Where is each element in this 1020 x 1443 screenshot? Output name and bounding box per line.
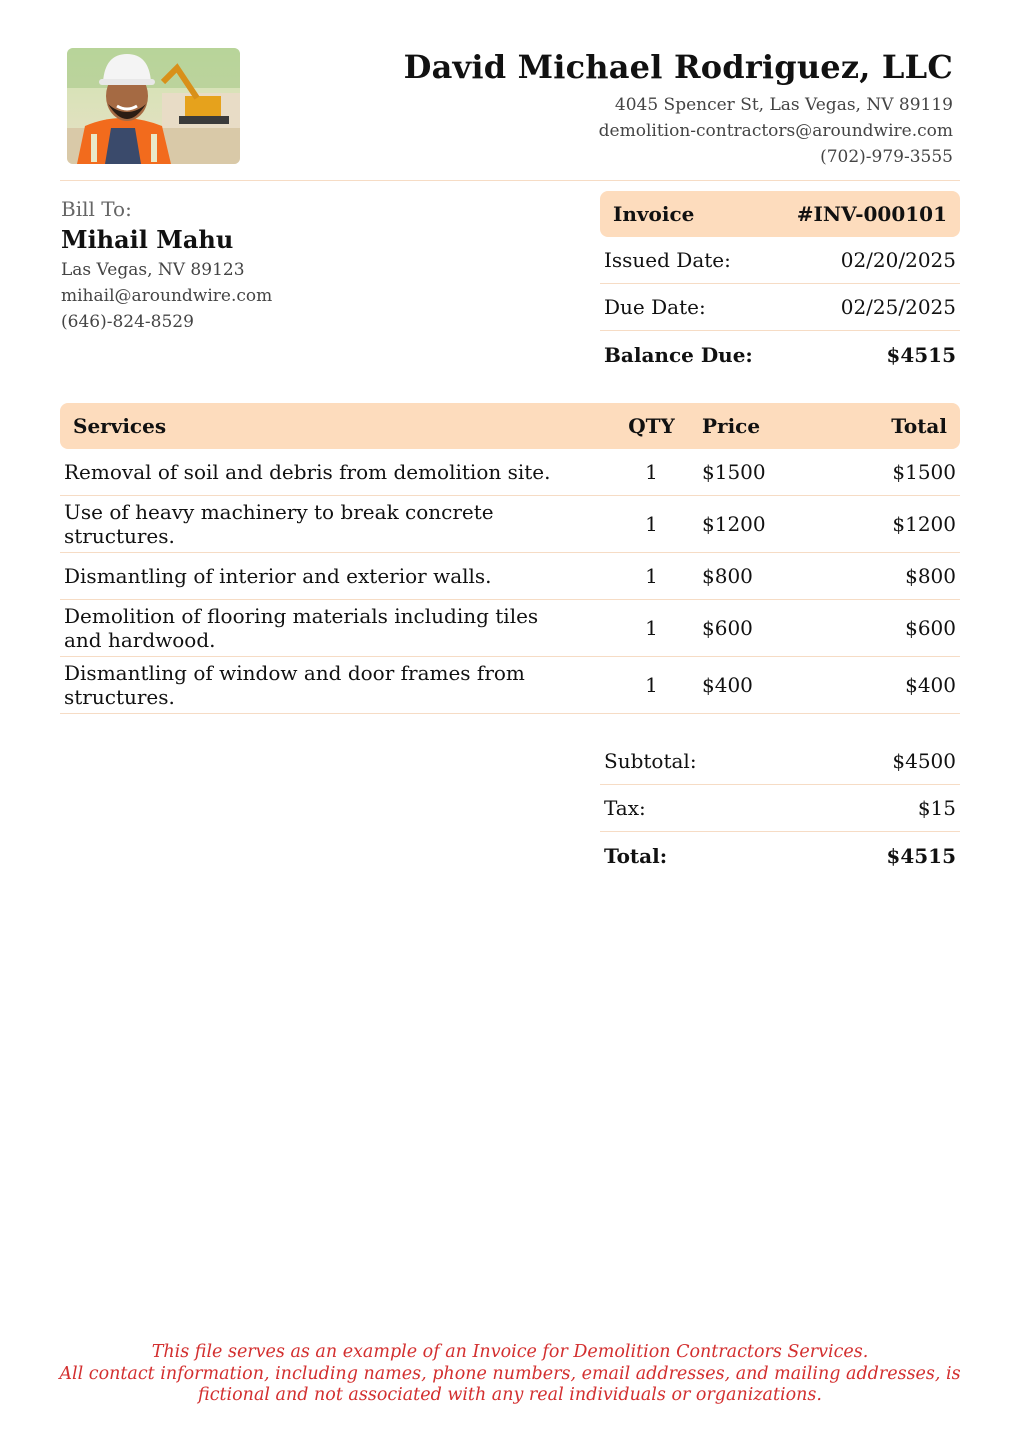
disclaimer: [30, 1342, 990, 1407]
invoice-label: Invoice: [613, 202, 695, 226]
service-price: $600: [702, 616, 753, 640]
service-total: $1200: [892, 512, 956, 536]
tax-value: $15: [917, 796, 956, 820]
issued-date-row: [600, 237, 960, 284]
client-name: Mihail Mahu: [61, 225, 234, 254]
company-phone: (702)-979-3555: [820, 147, 953, 167]
header-services: Services: [73, 414, 167, 438]
service-qty: 1: [645, 564, 658, 588]
table-row: [60, 553, 960, 600]
service-description: Demolition of flooring materials including tiles and hardwood.: [64, 604, 539, 652]
due-date-value: 02/25/2025: [840, 295, 956, 319]
invoice-meta: [600, 191, 960, 378]
bill-to-label: Bill To:: [61, 197, 132, 221]
contractor-photo: [67, 48, 240, 164]
service-total: $1500: [892, 460, 956, 484]
total-row: [600, 832, 960, 879]
client-address: Las Vegas, NV 89123: [61, 260, 245, 280]
header-total: Total: [891, 414, 947, 438]
total-label: Total:: [604, 843, 668, 868]
balance-due-row: [600, 331, 960, 378]
table-row: [60, 657, 960, 714]
client-phone: (646)-824-8529: [61, 312, 194, 332]
service-description: Dismantling of interior and exterior walls.: [64, 564, 492, 588]
total-value: $4515: [886, 843, 956, 868]
service-total: $400: [905, 673, 956, 697]
header-divider: [60, 180, 960, 181]
service-price: $400: [702, 673, 753, 697]
service-qty: 1: [645, 460, 658, 484]
header-qty: QTY: [628, 414, 675, 438]
table-row: [60, 449, 960, 496]
disclaimer-line-1: This file serves as an example of an Invoice for Demolition Contractors Services.: [151, 1342, 869, 1362]
table-row: [60, 496, 960, 553]
company-header: [404, 48, 953, 170]
due-date-row: [600, 284, 960, 331]
subtotal-value: $4500: [892, 749, 956, 773]
tax-label: Tax:: [604, 796, 646, 820]
service-qty: 1: [645, 616, 658, 640]
client-email: mihail@aroundwire.com: [61, 286, 273, 306]
subtotal-label: Subtotal:: [604, 749, 697, 773]
table-row: [60, 600, 960, 657]
tax-row: [600, 785, 960, 832]
company-name: David Michael Rodriguez, LLC: [403, 48, 953, 86]
disclaimer-line-2: All contact information, including names, phone numbers, email addresses, and mailing addresses, is fictional and not associated with any real individuals or organizations.: [59, 1363, 961, 1405]
service-price: $1500: [702, 460, 766, 484]
header-price: Price: [702, 414, 761, 438]
totals-section: [600, 738, 960, 879]
service-price: $1200: [702, 512, 766, 536]
service-total: $600: [905, 616, 956, 640]
service-qty: 1: [645, 512, 658, 536]
issued-date-label: Issued Date:: [604, 248, 731, 272]
service-description: Use of heavy machinery to break concrete structures.: [64, 500, 494, 548]
bill-to-section: [61, 196, 272, 335]
issued-date-value: 02/20/2025: [840, 248, 956, 272]
service-total: $800: [905, 564, 956, 588]
balance-due-label: Balance Due:: [604, 342, 753, 367]
subtotal-row: [600, 738, 960, 785]
services-table: [60, 403, 960, 714]
table-header: [60, 403, 960, 449]
service-description: Dismantling of window and door frames from structures.: [64, 661, 525, 709]
balance-due-value: $4515: [886, 342, 956, 367]
company-address: 4045 Spencer St, Las Vegas, NV 89119: [614, 95, 953, 115]
company-email: demolition-contractors@aroundwire.com: [598, 121, 953, 141]
service-qty: 1: [645, 673, 658, 697]
invoice-header: [600, 191, 960, 237]
service-description: Removal of soil and debris from demolition site.: [64, 460, 551, 484]
due-date-label: Due Date:: [604, 295, 706, 319]
invoice-number: #INV-000101: [796, 202, 947, 226]
service-price: $800: [702, 564, 753, 588]
